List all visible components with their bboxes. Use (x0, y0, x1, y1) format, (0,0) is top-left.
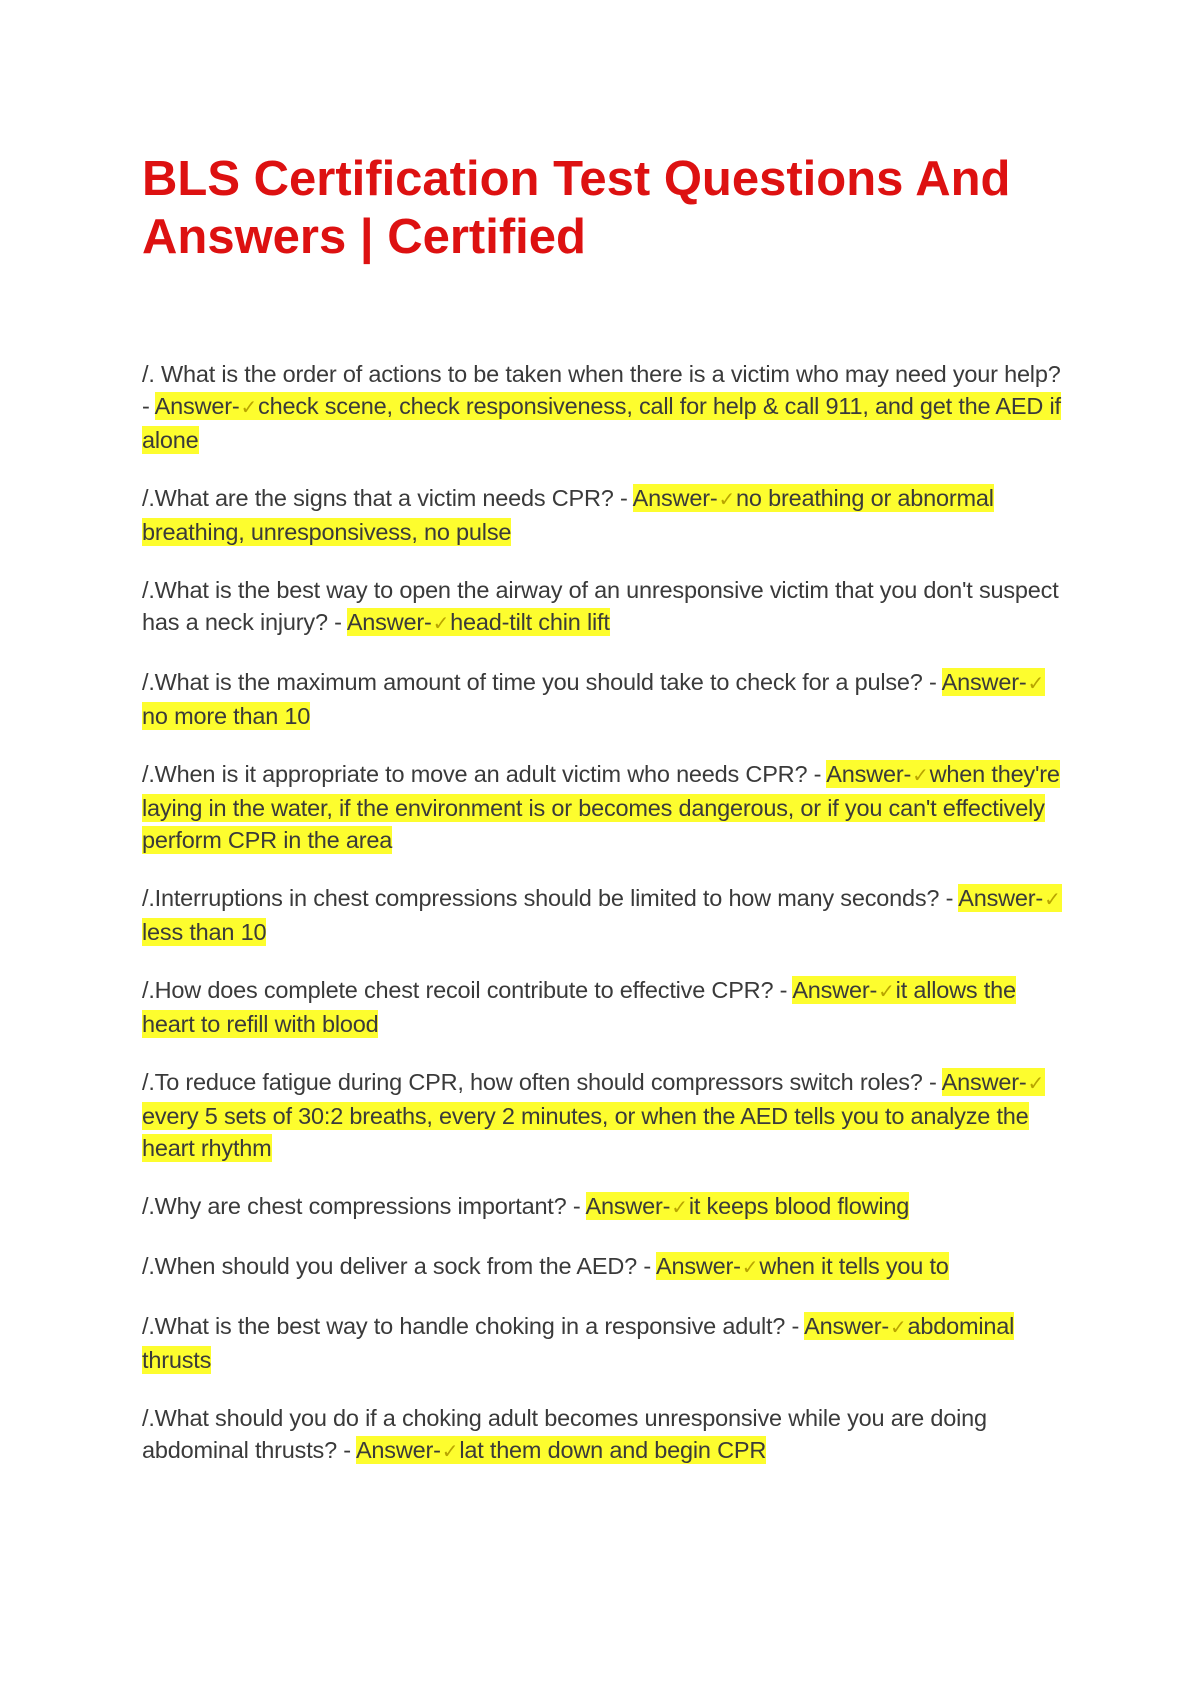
answer-text: no breathing or abnormal breathing, unresponsivess, no pulse (142, 485, 994, 545)
question-text: /.Interruptions in chest compressions should be limited to how many seconds? - (142, 885, 959, 911)
question-text: /.What is the best way to open the airway of an unresponsive victim that you don't suspect has a neck injury? - (142, 577, 1059, 635)
answer-highlight (656, 1252, 949, 1280)
checkmark-icon: ✓ (1044, 889, 1061, 911)
qa-item (142, 358, 1062, 456)
answer-text: less than 10 (142, 919, 267, 945)
answer-text: head-tilt chin lift (450, 609, 610, 635)
answer-highlight (356, 1436, 766, 1464)
qa-item (142, 1190, 1062, 1224)
checkmark-icon: ✓ (1027, 673, 1045, 695)
question-text: /.Why are chest compressions important? - (142, 1193, 586, 1219)
question-text: /.What is the maximum amount of time you should take to check for a pulse? - (142, 669, 942, 695)
question-text: /.What are the signs that a victim needs CPR? - (142, 485, 633, 511)
answer-prefix: Answer- (941, 1069, 1027, 1095)
question-text: /. What is the order of actions to be taken when there is a victim who may need your help? - (142, 361, 1061, 419)
answer-highlight (142, 392, 1061, 454)
question-text: /.When should you deliver a sock from the AED? - (142, 1253, 656, 1279)
checkmark-icon: ✓ (1027, 1073, 1045, 1095)
answer-highlight (347, 608, 610, 636)
question-text: /.To reduce fatigue during CPR, how often should compressors switch roles? - (142, 1069, 942, 1095)
qa-item (142, 1066, 1062, 1164)
answer-prefix: Answer- (826, 761, 912, 787)
checkmark-icon: ✓ (878, 981, 895, 1003)
qa-item (142, 1250, 1062, 1284)
answer-prefix: Answer- (355, 1437, 441, 1463)
qa-item (142, 882, 1062, 948)
checkmark-icon: ✓ (718, 489, 736, 511)
qa-item (142, 758, 1062, 856)
answer-prefix: Answer- (585, 1193, 671, 1219)
answer-text: no more than 10 (142, 703, 311, 729)
question-text: /.What is the best way to handle choking in a responsive adult? - (142, 1313, 805, 1339)
answer-text: when it tells you to (759, 1253, 949, 1279)
document-title: BLS Certification Test Questions And Answers | Certified (142, 152, 1011, 264)
checkmark-icon: ✓ (889, 1317, 907, 1339)
qa-item (142, 666, 1062, 732)
qa-item (142, 574, 1062, 640)
answer-text: abdominal thrusts (142, 1313, 1015, 1373)
answer-text: every 5 sets of 30:2 breaths, every 2 minutes, or when the AED tells you to analyze the heart rhythm (142, 1103, 1029, 1161)
answer-text: it allows the heart to refill with blood (142, 977, 1016, 1037)
answer-prefix: Answer- (154, 393, 240, 419)
answer-prefix: Answer- (792, 977, 878, 1003)
answer-prefix: Answer- (632, 485, 718, 511)
qa-item (142, 1310, 1062, 1376)
answer-prefix: Answer- (804, 1313, 889, 1339)
answer-prefix: Answer- (941, 669, 1027, 695)
checkmark-icon: ✓ (432, 613, 450, 635)
qa-item (142, 1402, 1062, 1468)
checkmark-icon: ✓ (741, 1257, 759, 1279)
answer-text: lat them down and begin CPR (459, 1437, 767, 1463)
checkmark-icon: ✓ (912, 765, 929, 787)
answer-prefix: Answer- (346, 609, 432, 635)
answer-text: check scene, check responsiveness, call for help & call 911, and get the AED if alone (142, 393, 1061, 453)
answer-text: it keeps blood flowing (688, 1193, 910, 1219)
answer-highlight (586, 1192, 910, 1220)
qa-item (142, 974, 1062, 1040)
checkmark-icon: ✓ (441, 1441, 459, 1463)
answer-prefix: Answer- (958, 885, 1044, 911)
checkmark-icon: ✓ (240, 397, 258, 419)
question-text: /.How does complete chest recoil contribute to effective CPR? - (142, 977, 793, 1003)
answer-prefix: Answer- (655, 1253, 741, 1279)
question-text: /.When is it appropriate to move an adult victim who needs CPR? - (142, 761, 827, 787)
checkmark-icon: ✓ (671, 1197, 688, 1219)
qa-list (142, 358, 1062, 1468)
answer-text: when they're laying in the water, if the environment is or becomes dangerous, or if you can't effectively perform CPR in the area (142, 761, 1060, 853)
qa-item (142, 482, 1062, 548)
question-text: /.What should you do if a choking adult becomes unresponsive while you are doing abdominal thrusts? - (142, 1405, 987, 1463)
